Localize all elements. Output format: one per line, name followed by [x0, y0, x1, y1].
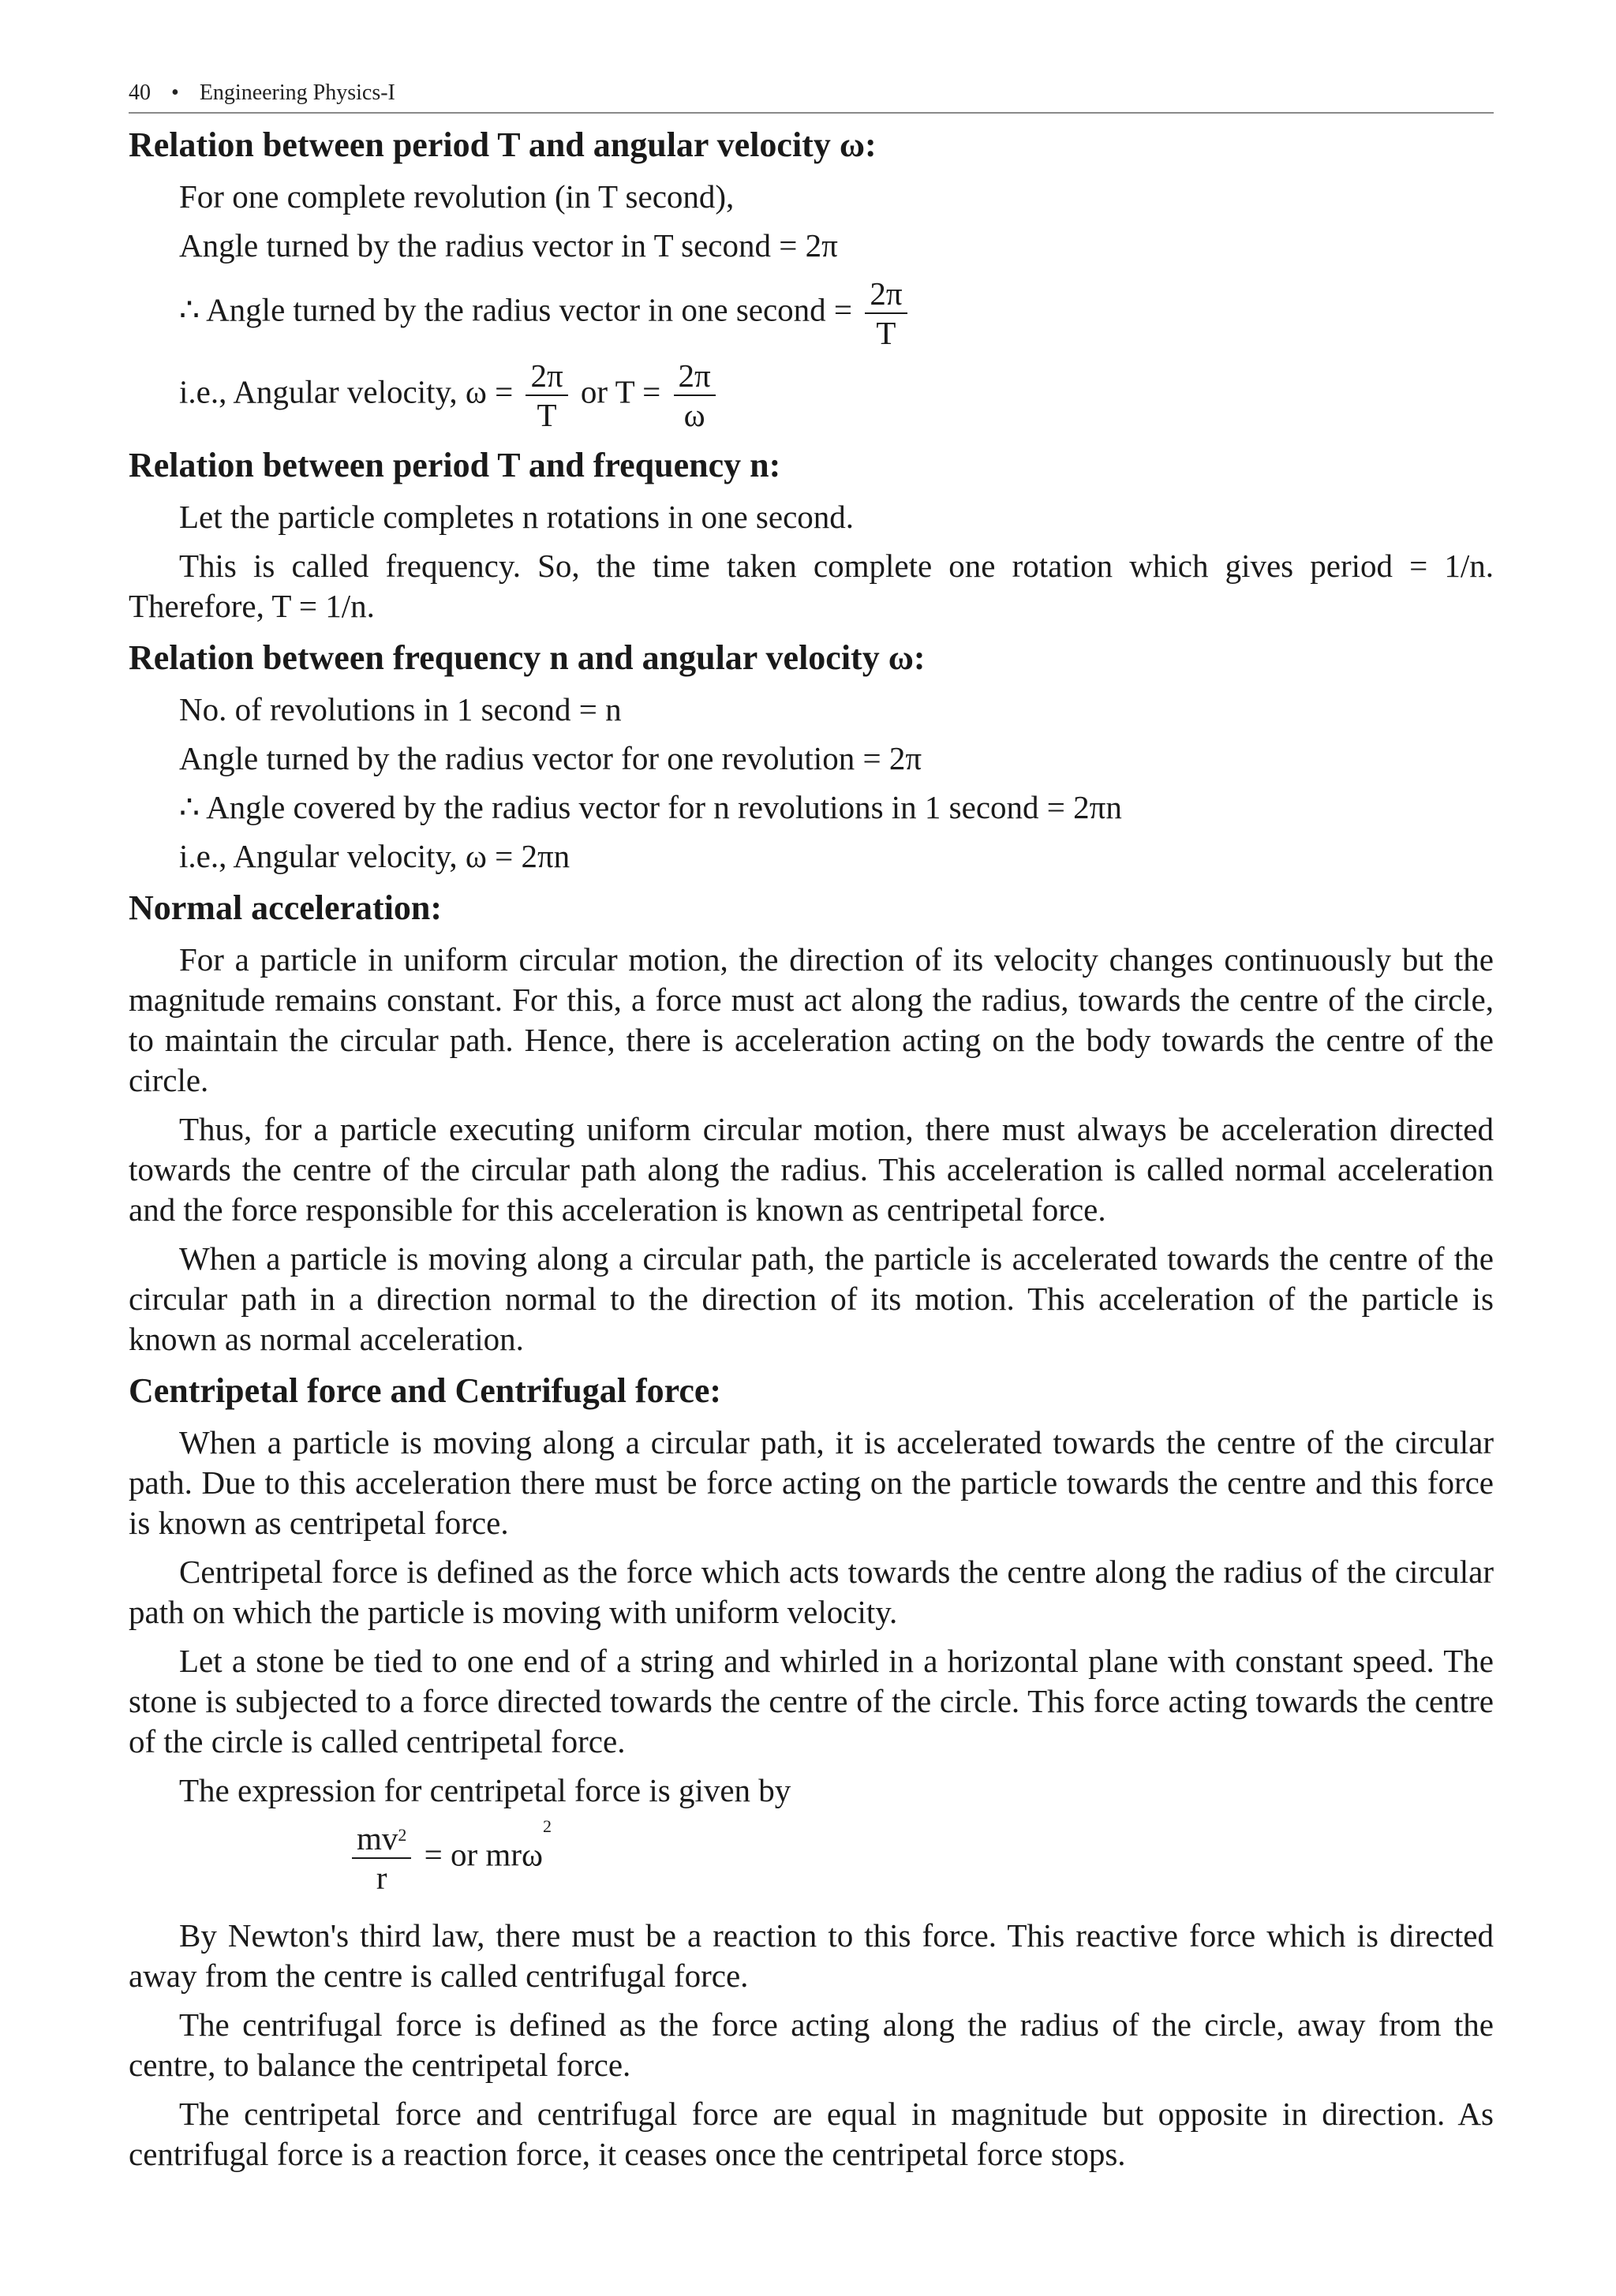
text-line: No. of revolutions in 1 second = n	[179, 691, 622, 727]
text-line: Angle turned by the radius vector for one revolution = 2π	[179, 740, 922, 776]
superscript: 2	[542, 1816, 552, 1836]
numerator	[352, 1819, 411, 1859]
paragraph: Centripetal force is defined as the force which acts towards the centre along the radius of the circular path on which the particle is moving with uniform velocity.	[129, 1554, 1494, 1630]
fraction	[674, 357, 716, 434]
denominator: T	[876, 315, 896, 351]
paragraph: The centripetal force and centrifugal force are equal in magnitude but opposite in direction. As centrifugal force is a reaction force, it ceases once the centripetal force stops.	[129, 2096, 1494, 2172]
paragraph: By Newton's third law, there must be a reaction to this force. This reactive force which is directed away from the centre is called centrifugal force.	[129, 1917, 1494, 1994]
numerator-base: mv	[357, 1820, 398, 1857]
equation-prefix: i.e., Angular velocity, ω =	[179, 373, 514, 410]
page-number: 40	[129, 80, 151, 105]
paragraph: When a particle is moving along a circular path, the particle is accelerated towards the centre of the circular path in a direction normal to the direction of its motion. This acceleration of the particle is known as normal acceleration.	[129, 1240, 1494, 1357]
text-line: For one complete revolution (in T second),	[179, 178, 735, 215]
heading-centripetal-centrifugal: Centripetal force and Centrifugal force:	[129, 1371, 722, 1410]
denominator: T	[537, 397, 557, 433]
fraction	[865, 275, 907, 352]
numerator: 2π	[865, 275, 907, 314]
text-line: i.e., Angular velocity, ω = 2πn	[179, 838, 570, 874]
equation-rest: = or mrω	[424, 1836, 543, 1873]
text-line: Angle turned by the radius vector in T second = 2π	[179, 227, 838, 264]
heading-period-angular-velocity: Relation between period T and angular velocity ω:	[129, 125, 877, 164]
heading-frequency-angular-velocity: Relation between frequency n and angular velocity ω:	[129, 638, 926, 677]
fraction	[352, 1819, 411, 1897]
equation-angular-velocity	[129, 357, 1494, 434]
paragraph: The centrifugal force is defined as the force acting along the radius of the circle, away from the centre, to balance the centripetal force.	[129, 2006, 1494, 2083]
text-line: Let the particle completes n rotations in one second.	[179, 499, 855, 535]
equation-middle: or T =	[580, 373, 661, 410]
book-title: Engineering Physics-I	[199, 80, 395, 105]
text-line: The expression for centripetal force is given by	[179, 1772, 791, 1808]
running-header	[129, 76, 1494, 114]
paragraph: Thus, for a particle executing uniform circular motion, there must always be acceleration directed towards the centre of the circular path along the radius. This acceleration is called normal acceleration and the force responsible for this acceleration is known as centripetal force.	[129, 1111, 1494, 1228]
header-separator: •	[171, 80, 179, 105]
denominator: ω	[683, 397, 705, 433]
equation-angle-per-second	[129, 275, 1494, 352]
numerator: 2π	[674, 357, 716, 396]
equation-prefix: ∴ Angle turned by the radius vector in one second =	[179, 291, 853, 328]
paragraph: Let a stone be tied to one end of a string and whirled in a horizontal plane with constant speed. The stone is subjected to a force directed towards the centre of the circle. This force acting towards the centre of the circle is called centripetal force.	[129, 1643, 1494, 1759]
numerator: 2π	[526, 357, 567, 396]
paragraph: When a particle is moving along a circular path, it is accelerated towards the centre of the circular path. Due to this acceleration there must be force acting on the particle towards the centre and this force is known as centripetal force.	[129, 1424, 1494, 1541]
denominator: r	[376, 1860, 387, 1896]
paragraph: For a particle in uniform circular motion, the direction of its velocity changes continuously but the magnitude remains constant. For this, a force must act along the radius, towards the centre of the circle, to maintain the circular path. Hence, there is acceleration acting on the body towards the centre of the circle.	[129, 941, 1494, 1098]
heading-normal-acceleration: Normal acceleration:	[129, 888, 443, 927]
text-line: ∴ Angle covered by the radius vector for n revolutions in 1 second = 2πn	[179, 789, 1122, 825]
superscript: 2	[398, 1825, 407, 1845]
paragraph: This is called frequency. So, the time taken complete one rotation which gives period = 1/n. Therefore, T = 1/n.	[129, 548, 1494, 624]
equation-centripetal-force	[129, 1816, 1494, 1897]
heading-period-frequency: Relation between period T and frequency n:	[129, 446, 781, 484]
page	[129, 76, 1494, 2183]
fraction	[526, 357, 567, 434]
